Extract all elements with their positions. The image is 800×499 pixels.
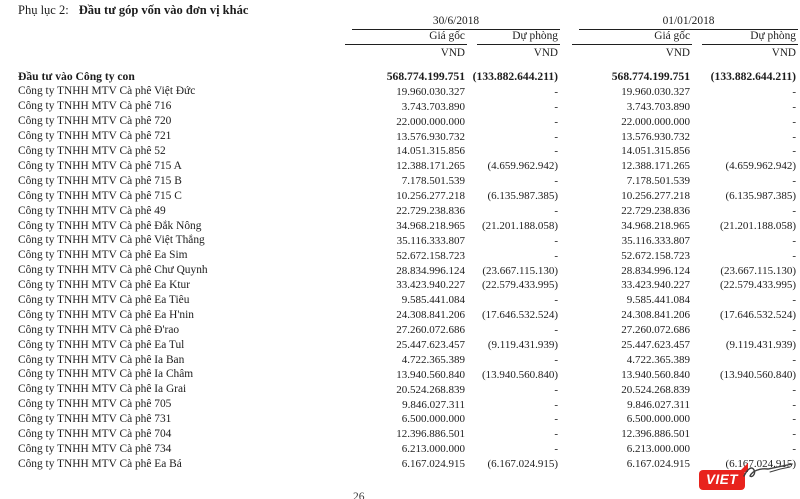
value-cell: 6.500.000.000 — [626, 413, 691, 426]
investments-table — [0, 13, 798, 470]
value-cell: (13.940.560.840) — [719, 368, 797, 381]
value-cell: 6.500.000.000 — [401, 413, 465, 426]
period1-header: 30/6/2018 — [352, 16, 560, 30]
value-cell: 34.968.218.965 — [396, 219, 465, 232]
table-row — [0, 217, 798, 232]
currency-unit: VND — [665, 46, 691, 59]
value-cell: - — [554, 353, 559, 366]
value-cell: - — [792, 115, 797, 128]
total-value-cell: (133.882.644.211) — [710, 70, 797, 84]
value-cell: (6.135.987.385) — [725, 190, 797, 203]
value-cell: 3.743.703.890 — [626, 100, 691, 113]
value-cell: (21.201.188.058) — [481, 219, 559, 232]
value-cell: 35.116.333.807 — [621, 234, 691, 247]
company-name: Công ty TNHH MTV Cà phê 734 — [18, 442, 172, 455]
value-cell: (23.667.115.130) — [482, 264, 559, 277]
table-row — [0, 306, 798, 321]
table-row — [0, 247, 798, 262]
table-row — [0, 336, 798, 351]
stamp-text: VIET — [705, 472, 738, 487]
table-row — [0, 262, 798, 277]
value-cell: - — [554, 249, 559, 262]
total-value-cell: 568.774.199.751 — [611, 70, 691, 84]
value-cell: - — [554, 85, 559, 98]
value-cell: 9.585.441.084 — [401, 294, 465, 307]
value-cell: - — [792, 383, 797, 396]
table-body — [0, 59, 798, 470]
company-name: Công ty TNHH MTV Cà phê Ea Bá — [18, 457, 182, 470]
value-cell: (9.119.431.939) — [487, 339, 559, 352]
value-cell: 34.968.218.965 — [621, 219, 691, 232]
company-name: Công ty TNHH MTV Cà phê 715 B — [18, 174, 182, 187]
value-cell: 24.308.841.206 — [396, 309, 465, 322]
value-cell: 28.834.996.124 — [396, 264, 465, 277]
value-cell: (22.579.433.995) — [481, 279, 559, 292]
company-name: Công ty TNHH MTV Cà phê Chư Quynh — [18, 264, 208, 277]
company-name: Công ty TNHH MTV Cà phê 716 — [18, 100, 172, 113]
value-cell: 13.576.930.732 — [621, 130, 691, 143]
company-name: Công ty TNHH MTV Cà phê 731 — [18, 413, 172, 426]
table-row — [0, 143, 798, 158]
value-cell: - — [554, 205, 559, 218]
table-row — [0, 98, 798, 113]
header-label-row — [0, 30, 798, 45]
value-cell: 27.260.072.686 — [396, 324, 465, 337]
table-row — [0, 411, 798, 426]
value-cell: - — [554, 294, 559, 307]
value-cell: (22.579.433.995) — [719, 279, 797, 292]
value-cell: - — [554, 175, 559, 188]
spacer-row — [0, 59, 798, 66]
company-name: Công ty TNHH MTV Cà phê 720 — [18, 115, 172, 128]
page-number: 26 — [353, 491, 365, 499]
table-row — [0, 381, 798, 396]
value-cell: - — [792, 85, 797, 98]
value-cell: 12.396.886.501 — [396, 428, 465, 441]
value-cell: 52.672.158.723 — [621, 249, 691, 262]
company-name: Công ty TNHH MTV Cà phê Ea Tul — [18, 338, 185, 351]
table-row — [0, 128, 798, 143]
value-cell: 4.722.365.389 — [626, 353, 691, 366]
value-cell: 14.051.315.856 — [396, 145, 465, 158]
table-row — [0, 425, 798, 440]
table-row — [0, 351, 798, 366]
value-cell: 19.960.030.327 — [396, 85, 465, 98]
value-cell: 10.256.277.218 — [396, 190, 465, 203]
company-name: Công ty TNHH MTV Cà phê 49 — [18, 204, 166, 217]
value-cell: - — [554, 443, 559, 456]
currency-unit: VND — [533, 46, 559, 59]
value-cell: - — [554, 234, 559, 247]
table-row — [0, 455, 798, 470]
total-value-cell: (133.882.644.211) — [472, 70, 559, 84]
value-cell: (6.167.024.915) — [725, 458, 797, 471]
value-cell: - — [792, 443, 797, 456]
page-title-prefix: Phụ lục 2: — [18, 3, 69, 17]
value-cell: (17.646.532.524) — [481, 309, 559, 322]
value-cell: (13.940.560.840) — [481, 368, 559, 381]
company-name: Công ty TNHH MTV Cà phê Đ'rao — [18, 323, 180, 336]
value-cell: - — [792, 398, 797, 411]
value-cell: 20.524.268.839 — [396, 383, 465, 396]
value-cell: 13.576.930.732 — [396, 130, 465, 143]
value-cell: 7.178.501.539 — [626, 175, 691, 188]
value-cell: 28.834.996.124 — [621, 264, 691, 277]
table-row — [0, 113, 798, 128]
value-cell: 27.260.072.686 — [621, 324, 691, 337]
value-cell: 52.672.158.723 — [396, 249, 465, 262]
company-name: Công ty TNHH MTV Cà phê Đắk Nông — [18, 219, 202, 232]
value-cell: 13.940.560.840 — [396, 368, 465, 381]
value-cell: - — [792, 145, 797, 158]
value-cell: (23.667.115.130) — [720, 264, 797, 277]
value-cell: 13.940.560.840 — [621, 368, 691, 381]
company-name: Công ty TNHH MTV Cà phê Ia Ban — [18, 353, 185, 366]
value-cell: - — [792, 249, 797, 262]
value-cell: - — [554, 130, 559, 143]
table-row — [0, 321, 798, 336]
company-name: Công ty TNHH MTV Cà phê 704 — [18, 427, 172, 440]
table-row — [0, 172, 798, 187]
value-cell: - — [792, 234, 797, 247]
table-row — [0, 440, 798, 455]
total-row — [0, 66, 798, 83]
company-name: Công ty TNHH MTV Cà phê Ea Sim — [18, 249, 188, 262]
value-cell: 25.447.623.457 — [396, 339, 465, 352]
header-unit-row — [0, 45, 798, 59]
table-row — [0, 396, 798, 411]
currency-unit: VND — [440, 46, 465, 59]
value-cell: - — [792, 353, 797, 366]
value-cell: - — [554, 428, 559, 441]
value-cell: 12.388.171.265 — [396, 160, 465, 173]
value-cell: - — [792, 413, 797, 426]
value-cell: 9.846.027.311 — [627, 398, 691, 411]
table-row — [0, 232, 798, 247]
value-cell: 4.722.365.389 — [401, 353, 465, 366]
value-cell: - — [554, 383, 559, 396]
table-row — [0, 83, 798, 98]
value-cell: - — [554, 413, 559, 426]
value-cell: 6.213.000.000 — [626, 443, 691, 456]
value-cell: 22.729.238.836 — [621, 205, 691, 218]
value-cell: 6.213.000.000 — [401, 443, 465, 456]
total-row-label: Đầu tư vào Công ty con — [18, 70, 135, 84]
value-cell: 12.396.886.501 — [621, 428, 691, 441]
company-name: Công ty TNHH MTV Cà phê Ia Grai — [18, 383, 187, 396]
value-cell: (21.201.188.058) — [719, 219, 797, 232]
value-cell: 22.729.238.836 — [396, 205, 465, 218]
value-cell: 33.423.940.227 — [621, 279, 691, 292]
value-cell: - — [792, 324, 797, 337]
col-header-provision-2: Dự phòng — [702, 31, 798, 45]
table-row — [0, 202, 798, 217]
company-name: Công ty TNHH MTV Cà phê Ea H'nin — [18, 308, 194, 321]
signature-mark — [740, 458, 798, 486]
value-cell: - — [554, 398, 559, 411]
currency-unit: VND — [771, 46, 797, 59]
value-cell: - — [792, 205, 797, 218]
company-name: Công ty TNHH MTV Cà phê Ia Châm — [18, 368, 194, 381]
value-cell: 22.000.000.000 — [396, 115, 465, 128]
value-cell: 6.167.024.915 — [401, 458, 465, 471]
value-cell: - — [554, 100, 559, 113]
table-row — [0, 187, 798, 202]
viet-stamp-badge — [699, 470, 745, 490]
company-name: Công ty TNHH MTV Cà phê Việt Đức — [18, 85, 196, 98]
company-name: Công ty TNHH MTV Cà phê 715 C — [18, 189, 182, 202]
col-header-cost-1: Giá gốc — [345, 31, 467, 45]
value-cell: 9.585.441.084 — [626, 294, 691, 307]
table-row — [0, 291, 798, 306]
value-cell: - — [554, 324, 559, 337]
value-cell: 12.388.171.265 — [621, 160, 691, 173]
value-cell: 14.051.315.856 — [621, 145, 691, 158]
value-cell: 20.524.268.839 — [621, 383, 691, 396]
value-cell: 7.178.501.539 — [401, 175, 465, 188]
value-cell: - — [792, 175, 797, 188]
value-cell: - — [554, 115, 559, 128]
value-cell: 25.447.623.457 — [621, 339, 691, 352]
page-title-text: Đầu tư góp vốn vào đơn vị khác — [78, 3, 249, 17]
value-cell: - — [792, 130, 797, 143]
col-header-cost-2: Giá gốc — [572, 31, 692, 45]
value-cell: 22.000.000.000 — [621, 115, 691, 128]
company-name: Công ty TNHH MTV Cà phê 52 — [18, 145, 166, 158]
company-name: Công ty TNHH MTV Cà phê Việt Thắng — [18, 234, 205, 247]
value-cell: - — [792, 294, 797, 307]
value-cell: 9.846.027.311 — [402, 398, 465, 411]
value-cell: (17.646.532.524) — [719, 309, 797, 322]
total-value-cell: 568.774.199.751 — [386, 70, 465, 84]
value-cell: - — [792, 428, 797, 441]
value-cell: 19.960.030.327 — [621, 85, 691, 98]
value-cell: (6.135.987.385) — [487, 190, 559, 203]
company-name: Công ty TNHH MTV Cà phê Ea Tiêu — [18, 293, 190, 306]
value-cell: - — [554, 145, 559, 158]
company-name: Công ty TNHH MTV Cà phê 705 — [18, 398, 172, 411]
value-cell: (4.659.962.942) — [487, 160, 559, 173]
value-cell: 33.423.940.227 — [396, 279, 465, 292]
company-name: Công ty TNHH MTV Cà phê Ea Ktur — [18, 279, 191, 292]
company-name: Công ty TNHH MTV Cà phê 721 — [18, 130, 172, 143]
company-name: Công ty TNHH MTV Cà phê 715 A — [18, 159, 182, 172]
header-date-row — [0, 13, 798, 30]
value-cell: (4.659.962.942) — [725, 160, 797, 173]
table-row — [0, 157, 798, 172]
value-cell: (9.119.431.939) — [725, 339, 797, 352]
value-cell: (6.167.024.915) — [487, 458, 559, 471]
value-cell: 24.308.841.206 — [621, 309, 691, 322]
value-cell: 3.743.703.890 — [401, 100, 465, 113]
col-header-provision-1: Dự phòng — [477, 31, 560, 45]
table-row — [0, 366, 798, 381]
value-cell: 10.256.277.218 — [621, 190, 691, 203]
period2-header: 01/01/2018 — [579, 16, 798, 30]
table-row — [0, 277, 798, 292]
value-cell: 6.167.024.915 — [626, 458, 691, 471]
value-cell: 35.116.333.807 — [396, 234, 465, 247]
value-cell: - — [792, 100, 797, 113]
